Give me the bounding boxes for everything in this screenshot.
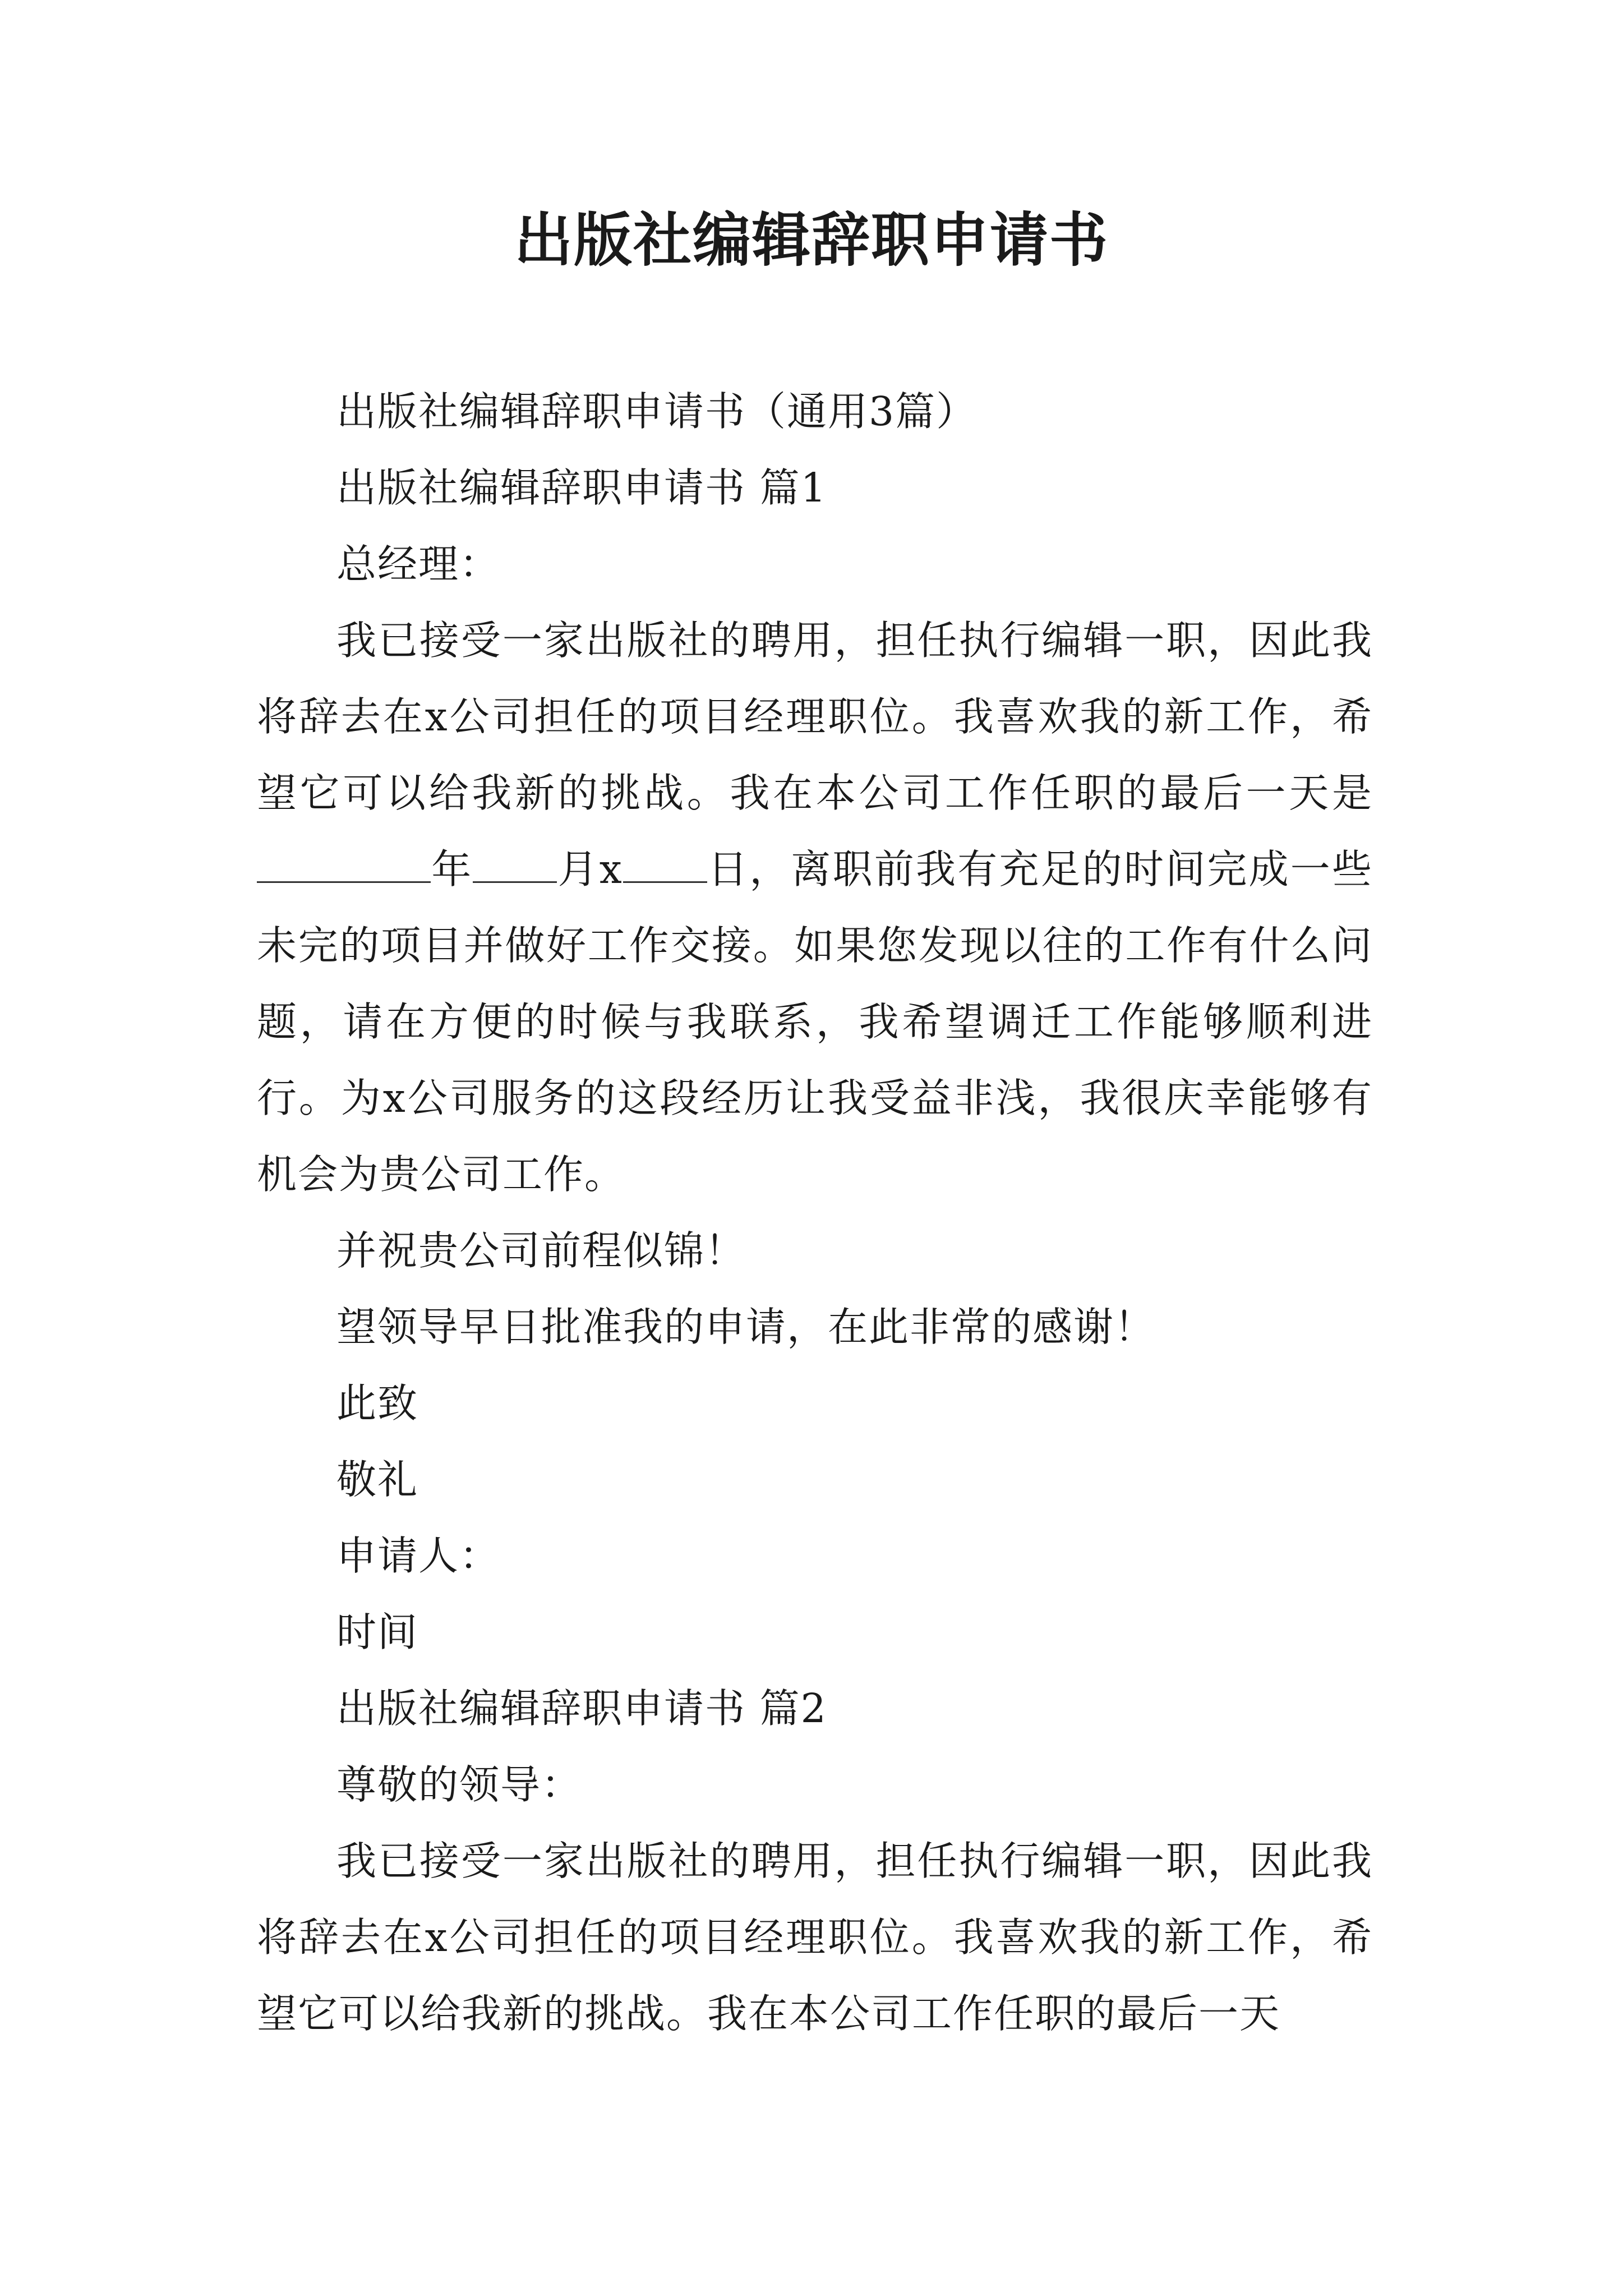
document-title: 出版社编辑辞职申请书	[514, 205, 1109, 274]
date-blank-day	[623, 845, 707, 883]
part2-body-paragraph: 我已接受一家出版社的聘用，担任执行编辑一职，因此我将辞去在x公司担任的项目经理职位。我喜欢我的新工作，希望它可以给我新的挑战。我在本公司工作任职的最后一天	[257, 1838, 1373, 2037]
part1-body-paragraph	[257, 602, 1373, 1213]
document-body	[257, 374, 1373, 2052]
date-blank-year	[257, 845, 431, 883]
part1-request: 望领导早日批准我的申请，在此非常的感谢！	[336, 1304, 1156, 1350]
part2-salutation: 尊敬的领导：	[336, 1761, 583, 1808]
part1-applicant: 申请人：	[336, 1533, 501, 1579]
part1-wish: 并祝贵公司前程似锦！	[336, 1227, 746, 1274]
date-blank-month	[473, 845, 557, 883]
date-month-label: 月x	[557, 846, 623, 892]
date-year-label: 年	[431, 846, 473, 892]
document-subtitle: 出版社编辑辞职申请书（通用3篇）	[336, 388, 978, 435]
part2-heading: 出版社编辑辞职申请书 篇2	[336, 1685, 827, 1732]
part1-closing-2: 敬礼	[336, 1456, 419, 1503]
part1-salutation: 总经理：	[336, 541, 501, 587]
part1-body-end: 日，离职前我有充足的时间完成一些未完的项目并做好工作交接。如果您发现以往的工作有什么问题，请在方便的时候与我联系，我希望调迁工作能够顺利进行。为x公司服务的这段经历让我受益非浅，我很庆幸能够有机会为贵公司工作。	[257, 846, 1373, 1198]
part1-heading: 出版社编辑辞职申请书 篇1	[336, 464, 827, 511]
part1-time: 时间	[336, 1609, 419, 1655]
part1-closing-1: 此致	[336, 1380, 419, 1427]
part1-body-start: 我已接受一家出版社的聘用，担任执行编辑一职，因此我将辞去在x公司担任的项目经理职位。我喜欢我的新工作，希望它可以给我新的挑战。我在本公司工作任职的最后一天是	[257, 617, 1373, 816]
